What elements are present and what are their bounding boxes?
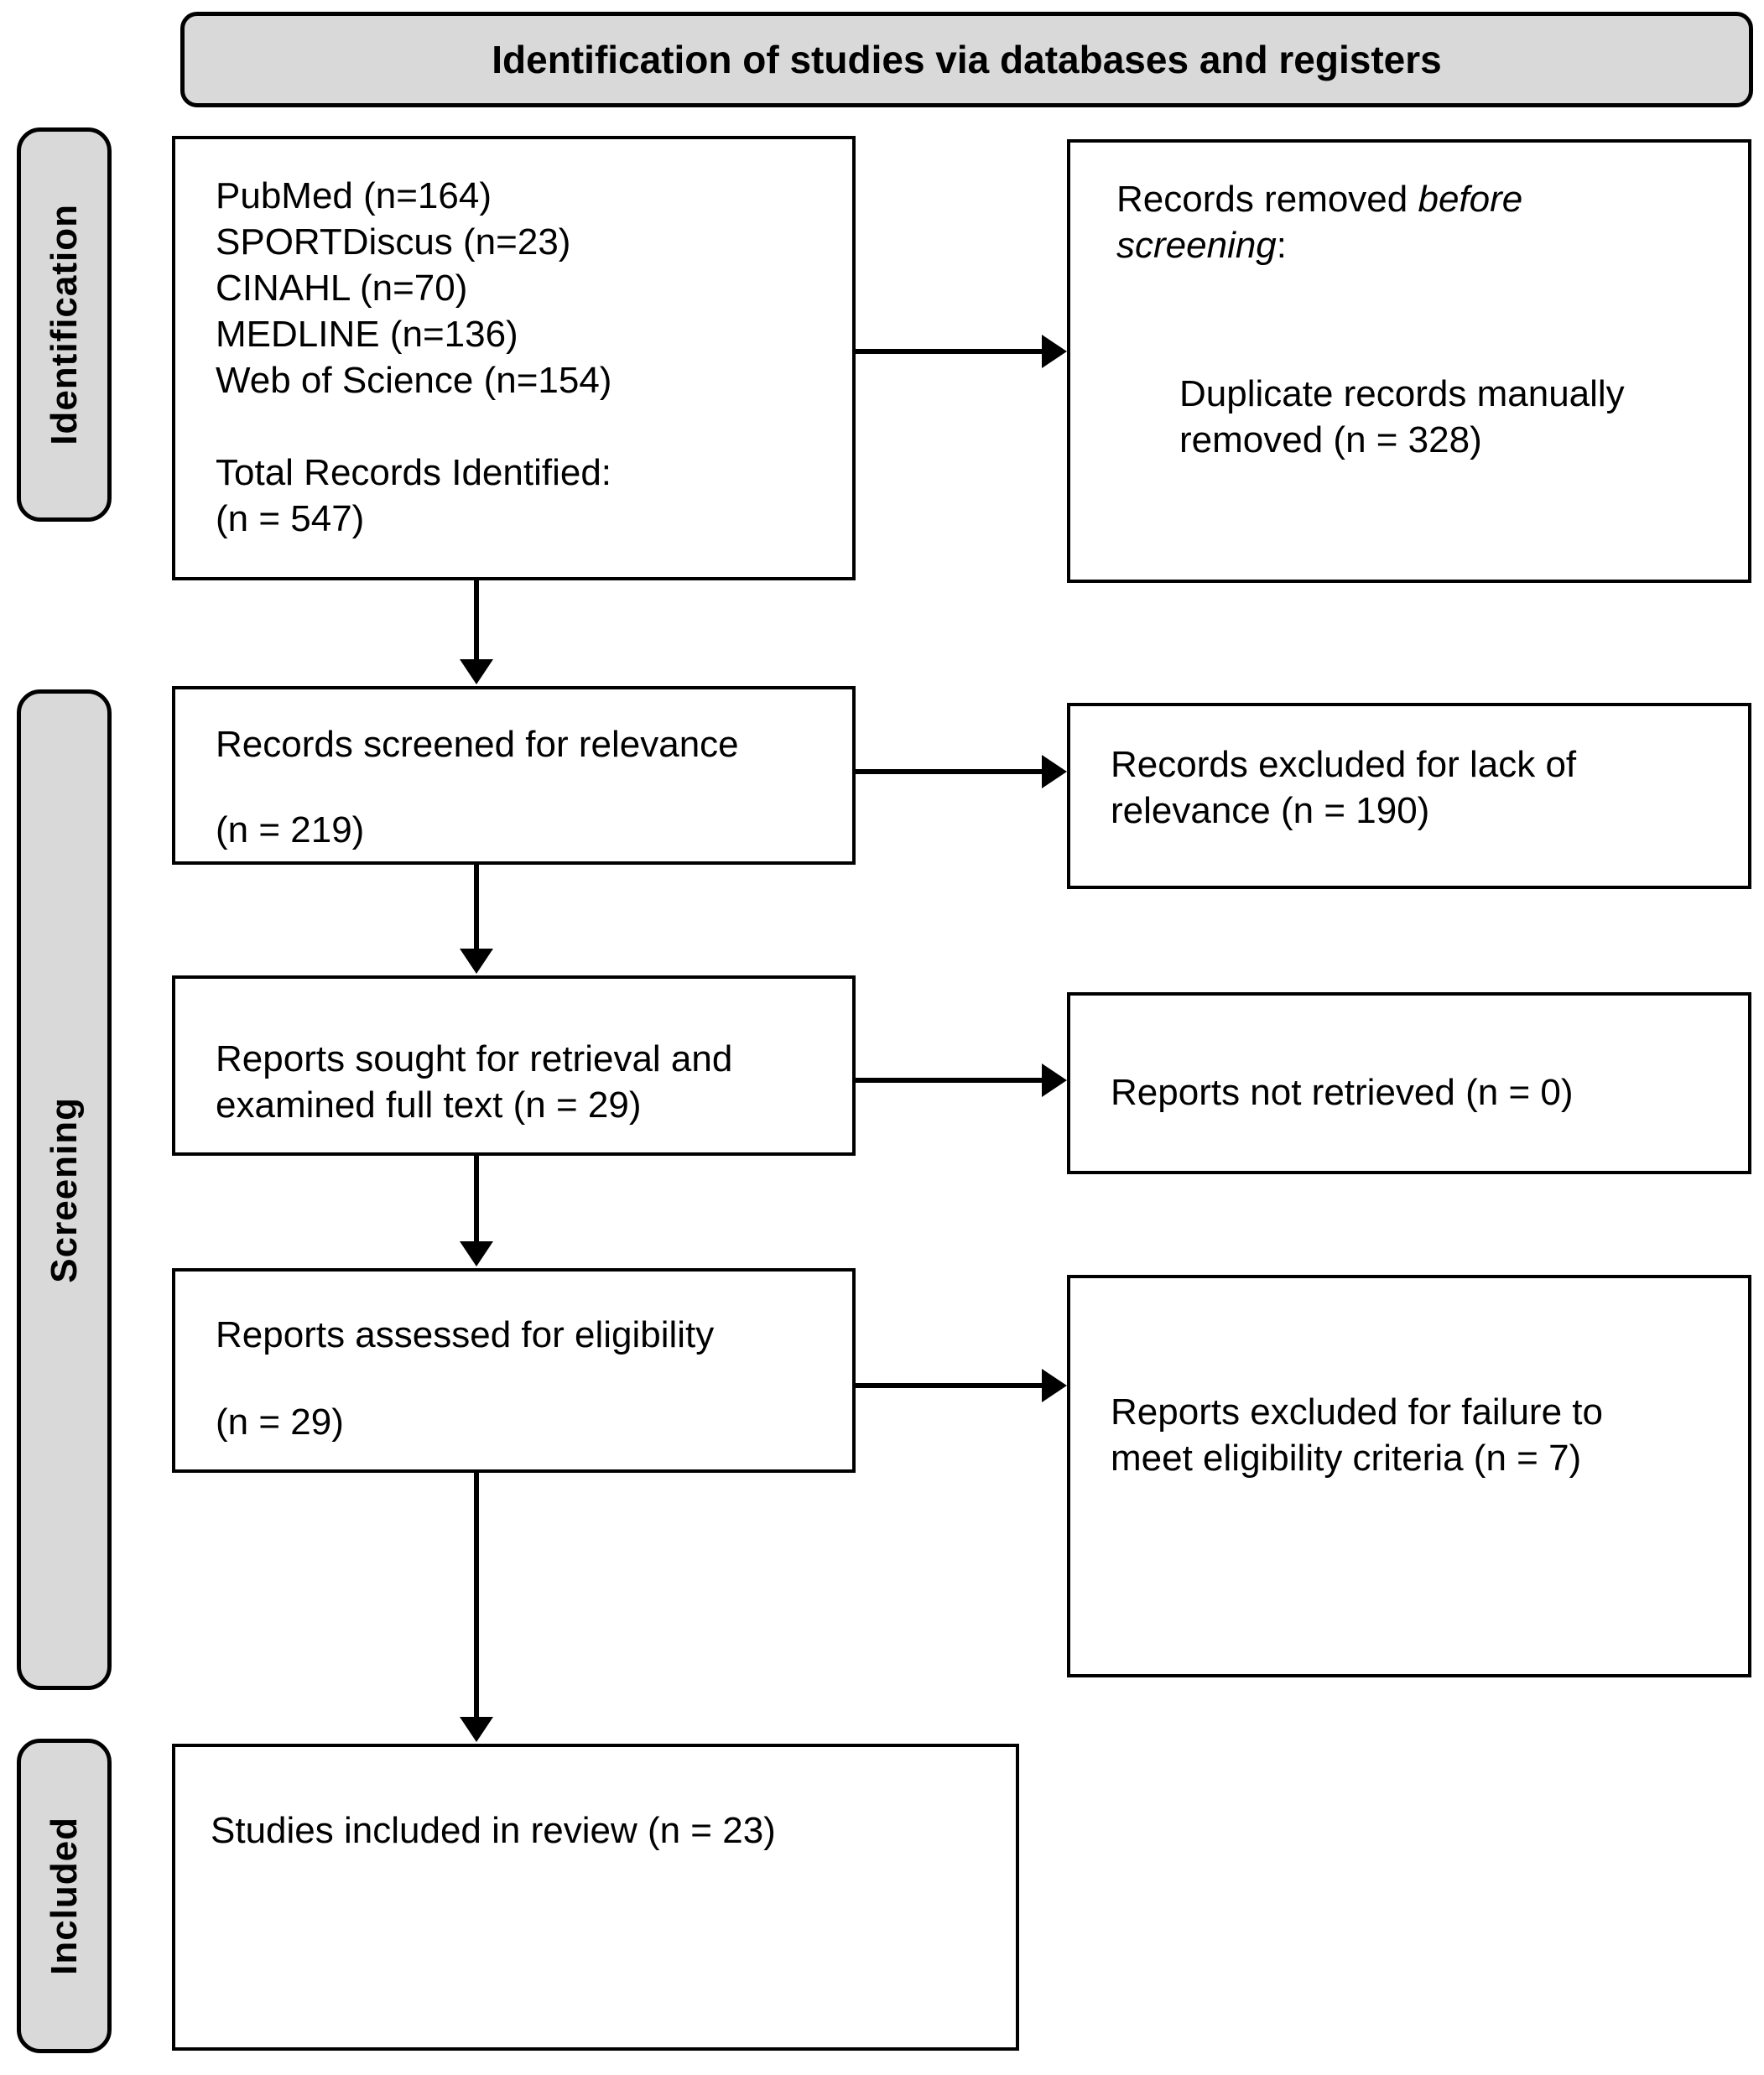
- arrow-head-right-icon: [1042, 335, 1067, 368]
- total-records-label: Total Records Identified:: [216, 452, 612, 493]
- reports-sought-line2: examined full text (n = 29): [216, 1084, 642, 1126]
- reports-excluded-line2: meet eligibility criteria (n = 7): [1111, 1438, 1582, 1479]
- reports-not-retrieved-text: Reports not retrieved (n = 0): [1111, 1072, 1574, 1113]
- arrow-line: [474, 865, 479, 950]
- records-removed-text: :: [1276, 225, 1288, 266]
- records-screened-line2: (n = 219): [216, 809, 365, 850]
- diagram-title: Identification of studies via databases and registers: [492, 38, 1442, 81]
- diagram-title-banner: [180, 12, 1753, 107]
- box-reports-sought: [172, 975, 856, 1156]
- reports-assessed-line2: (n = 29): [216, 1402, 344, 1443]
- arrow-line: [856, 349, 1043, 354]
- arrow-head-right-icon: [1042, 1369, 1067, 1402]
- records-removed-heading-line2: [1116, 222, 1287, 268]
- box-databases-identified: [172, 136, 856, 580]
- database-line: SPORTDiscus (n=23): [216, 221, 571, 263]
- box-records-excluded: [1067, 703, 1751, 889]
- database-line: MEDLINE (n=136): [216, 314, 518, 355]
- studies-included-text: Studies included in review (n = 23): [211, 1810, 776, 1851]
- records-screened-line1: Records screened for relevance: [216, 724, 739, 765]
- records-excluded-line2: relevance (n = 190): [1111, 790, 1430, 831]
- arrow-line: [856, 769, 1043, 774]
- box-reports-assessed: [172, 1268, 856, 1473]
- arrow-head-right-icon: [1042, 1064, 1067, 1097]
- box-records-screened: [172, 686, 856, 865]
- records-removed-heading-line1: [1116, 176, 1522, 222]
- arrow-line: [474, 580, 479, 661]
- database-line: Web of Science (n=154): [216, 360, 612, 401]
- stage-screening-label: Screening: [43, 1096, 85, 1283]
- arrow-head-right-icon: [1042, 755, 1067, 788]
- database-line: CINAHL (n=70): [216, 268, 468, 309]
- box-reports-not-retrieved: [1067, 992, 1751, 1174]
- arrow-head-down-icon: [460, 949, 493, 974]
- database-line: PubMed (n=164): [216, 175, 492, 216]
- box-studies-included: [172, 1744, 1019, 2051]
- stage-screening: [17, 689, 112, 1690]
- box-reports-excluded: [1067, 1275, 1751, 1677]
- stage-identification-label: Identification: [43, 204, 85, 445]
- arrow-line: [856, 1078, 1043, 1083]
- stage-included-label: Included: [43, 1817, 85, 1975]
- box-records-removed: [1067, 139, 1751, 583]
- reports-sought-line1: Reports sought for retrieval and: [216, 1038, 733, 1079]
- stage-identification: [17, 127, 112, 522]
- arrow-head-down-icon: [460, 659, 493, 684]
- records-removed-italic: before: [1418, 179, 1523, 220]
- stage-included: [17, 1739, 112, 2053]
- total-records-value: (n = 547): [216, 498, 365, 539]
- reports-excluded-line1: Reports excluded for failure to: [1111, 1391, 1603, 1433]
- records-removed-text: Records removed: [1116, 179, 1418, 220]
- reports-assessed-line1: Reports assessed for eligibility: [216, 1314, 715, 1355]
- records-removed-italic: screening: [1116, 225, 1277, 266]
- records-excluded-line1: Records excluded for lack of: [1111, 744, 1577, 785]
- arrow-head-down-icon: [460, 1241, 493, 1266]
- arrow-line: [856, 1383, 1043, 1388]
- duplicates-removed-line1: Duplicate records manually: [1179, 373, 1625, 414]
- arrow-line: [474, 1156, 479, 1243]
- arrow-head-down-icon: [460, 1717, 493, 1742]
- duplicates-removed-line2: removed (n = 328): [1179, 419, 1482, 460]
- arrow-line: [474, 1473, 479, 1719]
